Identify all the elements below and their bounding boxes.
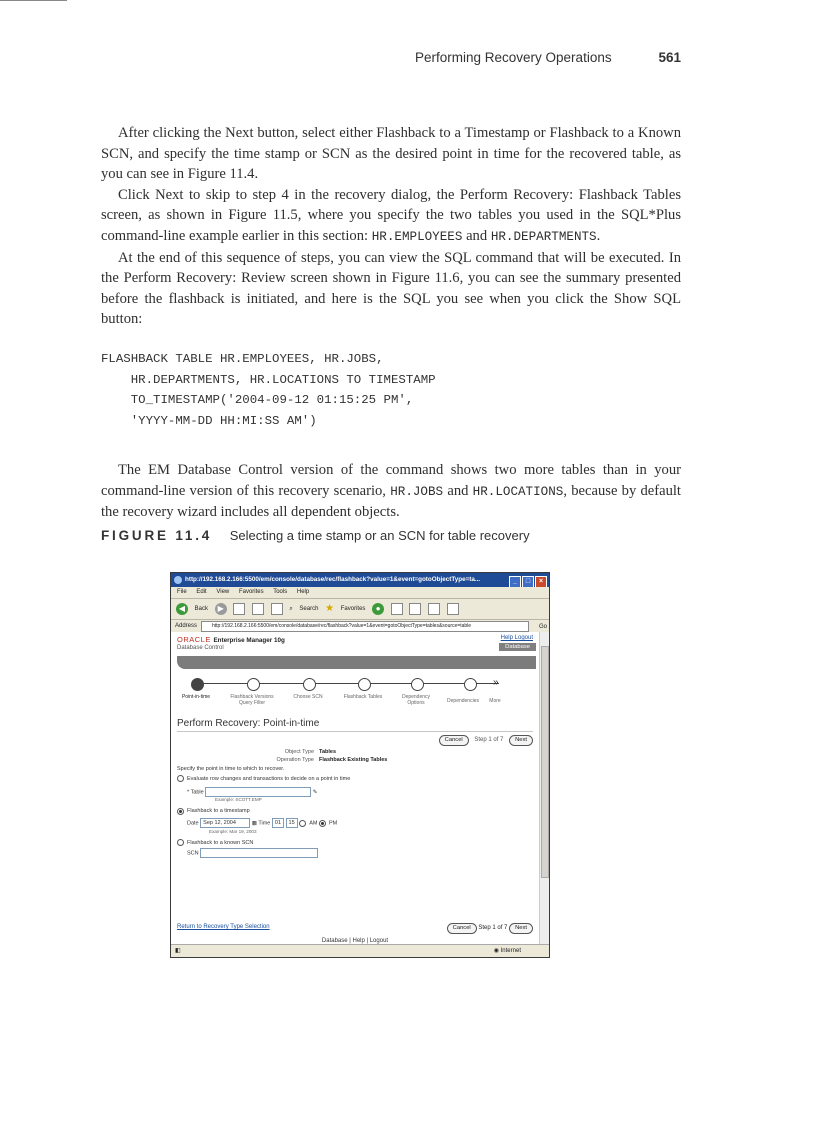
object-type-row xyxy=(171,748,539,756)
date-row xyxy=(187,818,539,828)
operation-type-row xyxy=(171,756,539,764)
radio-am[interactable] xyxy=(299,820,306,827)
calendar-icon[interactable]: ▦ xyxy=(251,820,257,827)
favorites-label[interactable]: Favorites xyxy=(340,606,366,612)
figure-label: FIGURE 11.4 xyxy=(101,528,213,543)
time-label: Time xyxy=(258,820,271,827)
help-logout-links[interactable]: Help Logout xyxy=(500,635,533,641)
address-label: Address xyxy=(175,623,198,629)
code-line: TO_TIMESTAMP('2004-09-12 01:15:25 PM', xyxy=(101,393,414,407)
step-indicator-bottom: Step 1 of 7 xyxy=(478,925,508,931)
minute-select[interactable]: 15 xyxy=(286,818,298,828)
operation-type-label: Operation Type xyxy=(276,757,314,763)
menu-file[interactable]: File xyxy=(177,589,187,595)
paragraph-1: After clicking the Next button, select either Flashback to a Timestamp or Flashback to a Known SCN, and specify the time stamp or SCN as the desired point in time for the recovered table, as you can see in Figure 11.4. xyxy=(101,125,681,183)
media-icon[interactable]: ● xyxy=(372,603,384,615)
return-link[interactable]: Return to Recovery Type Selection xyxy=(177,924,270,930)
body-text-bottom xyxy=(101,460,681,523)
radio-timestamp[interactable] xyxy=(177,808,184,815)
train-stop xyxy=(464,678,477,691)
em-subtitle: Database Control xyxy=(177,645,224,651)
stop-icon[interactable] xyxy=(233,603,245,615)
close-icon[interactable]: × xyxy=(535,576,547,587)
train-label: Dependencies xyxy=(447,698,479,704)
step-indicator: Step 1 of 7 xyxy=(474,737,504,743)
go-button[interactable]: Go xyxy=(538,624,547,630)
forward-arrow-icon[interactable]: ▶ xyxy=(215,603,227,615)
menu-tools[interactable]: Tools xyxy=(273,589,288,595)
table-example: Example: SCOTT.EMP xyxy=(215,797,262,803)
train-stop xyxy=(303,678,316,691)
step-row-top xyxy=(171,732,539,746)
operation-type-value: Flashback Existing Tables xyxy=(319,757,388,763)
page-number: 561 xyxy=(658,50,681,65)
menu-view[interactable]: View xyxy=(216,589,230,595)
step-row-bottom xyxy=(171,921,539,935)
option-timestamp: Flashback to a timestamp xyxy=(177,806,539,816)
mail-icon[interactable] xyxy=(391,603,403,615)
favorites-star-icon[interactable]: ★ xyxy=(325,603,335,614)
scn-label: SCN xyxy=(187,850,199,857)
em-header xyxy=(171,632,539,656)
search-label[interactable]: Search xyxy=(299,606,319,612)
address-input[interactable]: http://192.168.2.166:5500/em/console/database/rec/flashback?value=1&event=gotoObjectType=tables&source=table xyxy=(201,621,529,632)
pm-label: PM xyxy=(328,820,338,827)
body-text-top xyxy=(101,123,681,330)
figure-caption-text: Selecting a time stamp or an SCN for table recovery xyxy=(229,528,530,543)
next-button-bottom[interactable]: Next xyxy=(509,923,533,934)
figure-caption xyxy=(101,528,530,543)
page-content xyxy=(171,632,539,945)
cancel-button-bottom[interactable]: Cancel xyxy=(447,923,477,934)
cancel-button[interactable]: Cancel xyxy=(439,735,469,746)
search-icon[interactable]: ⌕ xyxy=(289,606,293,612)
object-type-label: Object Type xyxy=(284,749,314,755)
date-example: Example: Mar 19, 2003 xyxy=(209,828,257,834)
train-label: More xyxy=(489,698,501,704)
code-line: HR.DEPARTMENTS, HR.LOCATIONS TO TIMESTAMP xyxy=(101,372,436,387)
menu-favorites[interactable]: Favorites xyxy=(238,589,264,595)
train-stop-current xyxy=(191,678,204,691)
browser-toolbar xyxy=(171,599,549,620)
running-head-title: Performing Recovery Operations xyxy=(415,50,612,65)
radio-scn[interactable] xyxy=(177,839,184,846)
train-label: Flashback Tables xyxy=(343,694,383,700)
status-bar xyxy=(171,944,549,957)
print-icon[interactable] xyxy=(409,603,421,615)
radio-evaluate[interactable] xyxy=(177,775,184,782)
minimize-icon[interactable]: _ xyxy=(509,576,521,587)
scn-input[interactable] xyxy=(200,848,318,858)
option-evaluate: Evaluate row changes and transactions to decide on a point in time xyxy=(177,774,539,784)
object-type-value: Tables xyxy=(319,749,337,755)
scn-row xyxy=(187,848,539,858)
wizard-train xyxy=(171,669,539,715)
paragraph-3: At the end of this sequence of steps, you can view the SQL command that will be executed. In the Perform Recovery: Review screen shown in Figure 11.6, you can see the summary presented before the flashback is initiated, and here is the SQL you see when you click the Show SQL button: xyxy=(101,249,681,328)
menu-bar xyxy=(171,587,549,599)
menu-help[interactable]: Help xyxy=(296,589,310,595)
train-stop xyxy=(358,678,371,691)
refresh-icon[interactable] xyxy=(252,603,264,615)
maximize-icon[interactable]: □ xyxy=(522,576,534,587)
code-line: FLASHBACK TABLE HR.EMPLOYEES, HR.JOBS, xyxy=(101,352,384,366)
train-label: Dependency Options xyxy=(401,694,431,706)
train-stop xyxy=(247,678,260,691)
train-label: Point-in-time xyxy=(181,694,211,700)
browser-window-screenshot xyxy=(170,572,550,958)
paragraph-4: The EM Database Control version of the command shows two more tables than in your command-line version of this recovery scenario, HR.JOBS and HR.LOCATIONS, because by default the recovery wizard includes all dependent objects. xyxy=(101,462,681,521)
code-line: 'YYYY-MM-DD HH:MI:SS AM') xyxy=(101,413,317,428)
back-label[interactable]: Back xyxy=(194,606,209,612)
page-title: Perform Recovery: Point-in-time xyxy=(177,715,533,732)
instruction-text: Specify the point in time to which to recover. xyxy=(177,766,285,772)
window-title: http://192.168.2.166:5500/em/console/database/rec/flashback?value=1&event=gotoObjectType=ta... xyxy=(185,576,481,583)
header-band xyxy=(177,656,536,669)
flashlight-icon[interactable]: ✎ xyxy=(312,789,318,796)
radio-pm[interactable] xyxy=(319,820,326,827)
option-scn: Flashback to a known SCN xyxy=(177,838,539,848)
oracle-logo: ORACLE Enterprise Manager 10g xyxy=(177,635,285,644)
corner-rule xyxy=(0,0,67,1)
vertical-scrollbar[interactable] xyxy=(539,632,549,945)
table-input[interactable] xyxy=(205,787,311,797)
back-arrow-icon[interactable]: ◀ xyxy=(176,603,188,615)
browser-icon xyxy=(174,576,182,584)
am-label: AM xyxy=(309,820,318,827)
train-arrow-icon: » xyxy=(493,677,499,688)
train-stop xyxy=(411,678,424,691)
train-label: Flashback Versions Query Filter xyxy=(230,694,274,706)
messenger-icon[interactable] xyxy=(447,603,459,615)
table-label: * Table xyxy=(187,789,204,796)
globe-icon: ◉ xyxy=(493,948,499,954)
edit-icon[interactable] xyxy=(428,603,440,615)
page-status-icon: ◧ xyxy=(175,948,181,954)
menu-edit[interactable]: Edit xyxy=(196,589,207,595)
table-row xyxy=(187,787,539,797)
date-input[interactable]: Sep 12, 2004 xyxy=(200,818,250,828)
next-button[interactable]: Next xyxy=(509,735,533,746)
database-tab[interactable]: Database xyxy=(499,643,536,651)
train-label: Choose SCN xyxy=(293,694,323,700)
scrollbar-thumb[interactable] xyxy=(541,646,549,878)
window-titlebar xyxy=(171,573,549,587)
date-label: Date xyxy=(187,820,199,827)
home-icon[interactable] xyxy=(271,603,283,615)
sql-code-block xyxy=(101,349,436,431)
hour-select[interactable]: 01 xyxy=(272,818,284,828)
train-line xyxy=(201,683,499,684)
paragraph-2: Click Next to skip to step 4 in the recovery dialog, the Perform Recovery: Flashback Tables screen, as shown in Figure 11.5, where you specify the two tables you used in the SQL*Plus command-line example earlier in this section: HR.EMPLOYEES and HR.DEPARTMENTS. xyxy=(101,186,681,244)
internet-zone: ◉ Internet xyxy=(493,948,521,954)
footer-links[interactable]: Database | Help | Logout xyxy=(321,938,389,944)
